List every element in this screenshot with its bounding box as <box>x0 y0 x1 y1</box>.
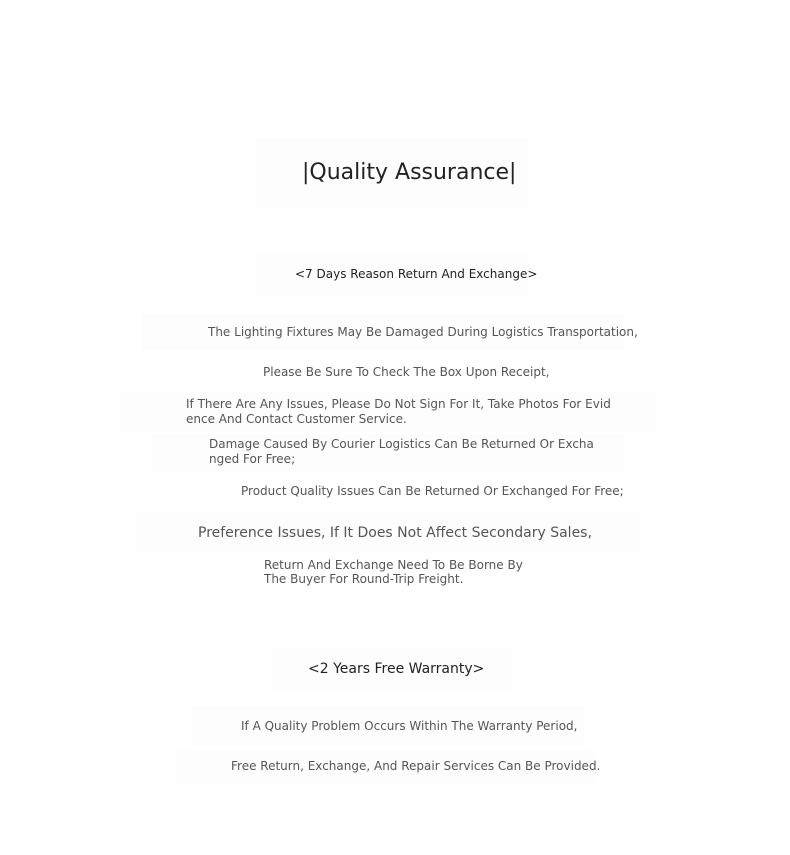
return-section-heading: <7 Days Reason Return And Exchange> <box>295 267 538 281</box>
page-title: |Quality Assurance| <box>302 160 517 185</box>
return-line-logistics-damage: The Lighting Fixtures May Be Damaged During Logistics Transportation, <box>208 325 638 339</box>
return-line-courier-b: nged For Free; <box>209 452 296 466</box>
return-line-preference: Preference Issues, If It Does Not Affect Secondary Sales, <box>198 525 592 541</box>
return-line-quality-issues: Product Quality Issues Can Be Returned Or Exchanged For Free; <box>241 484 624 498</box>
warranty-line-period: If A Quality Problem Occurs Within The Warranty Period, <box>241 719 578 733</box>
return-line-freight-a: Return And Exchange Need To Be Borne By <box>264 558 523 572</box>
return-line-issues-b: ence And Contact Customer Service. <box>186 412 407 426</box>
return-line-check-box: Please Be Sure To Check The Box Upon Receipt, <box>263 365 550 379</box>
return-line-freight-b: The Buyer For Round-Trip Freight. <box>264 572 464 586</box>
return-line-courier-a: Damage Caused By Courier Logistics Can Be Returned Or Excha <box>209 437 594 451</box>
warranty-line-services: Free Return, Exchange, And Repair Services Can Be Provided. <box>231 759 601 773</box>
warranty-section-heading: <2 Years Free Warranty> <box>308 661 485 677</box>
return-line-issues-a: If There Are Any Issues, Please Do Not Sign For It, Take Photos For Evid <box>186 397 611 411</box>
